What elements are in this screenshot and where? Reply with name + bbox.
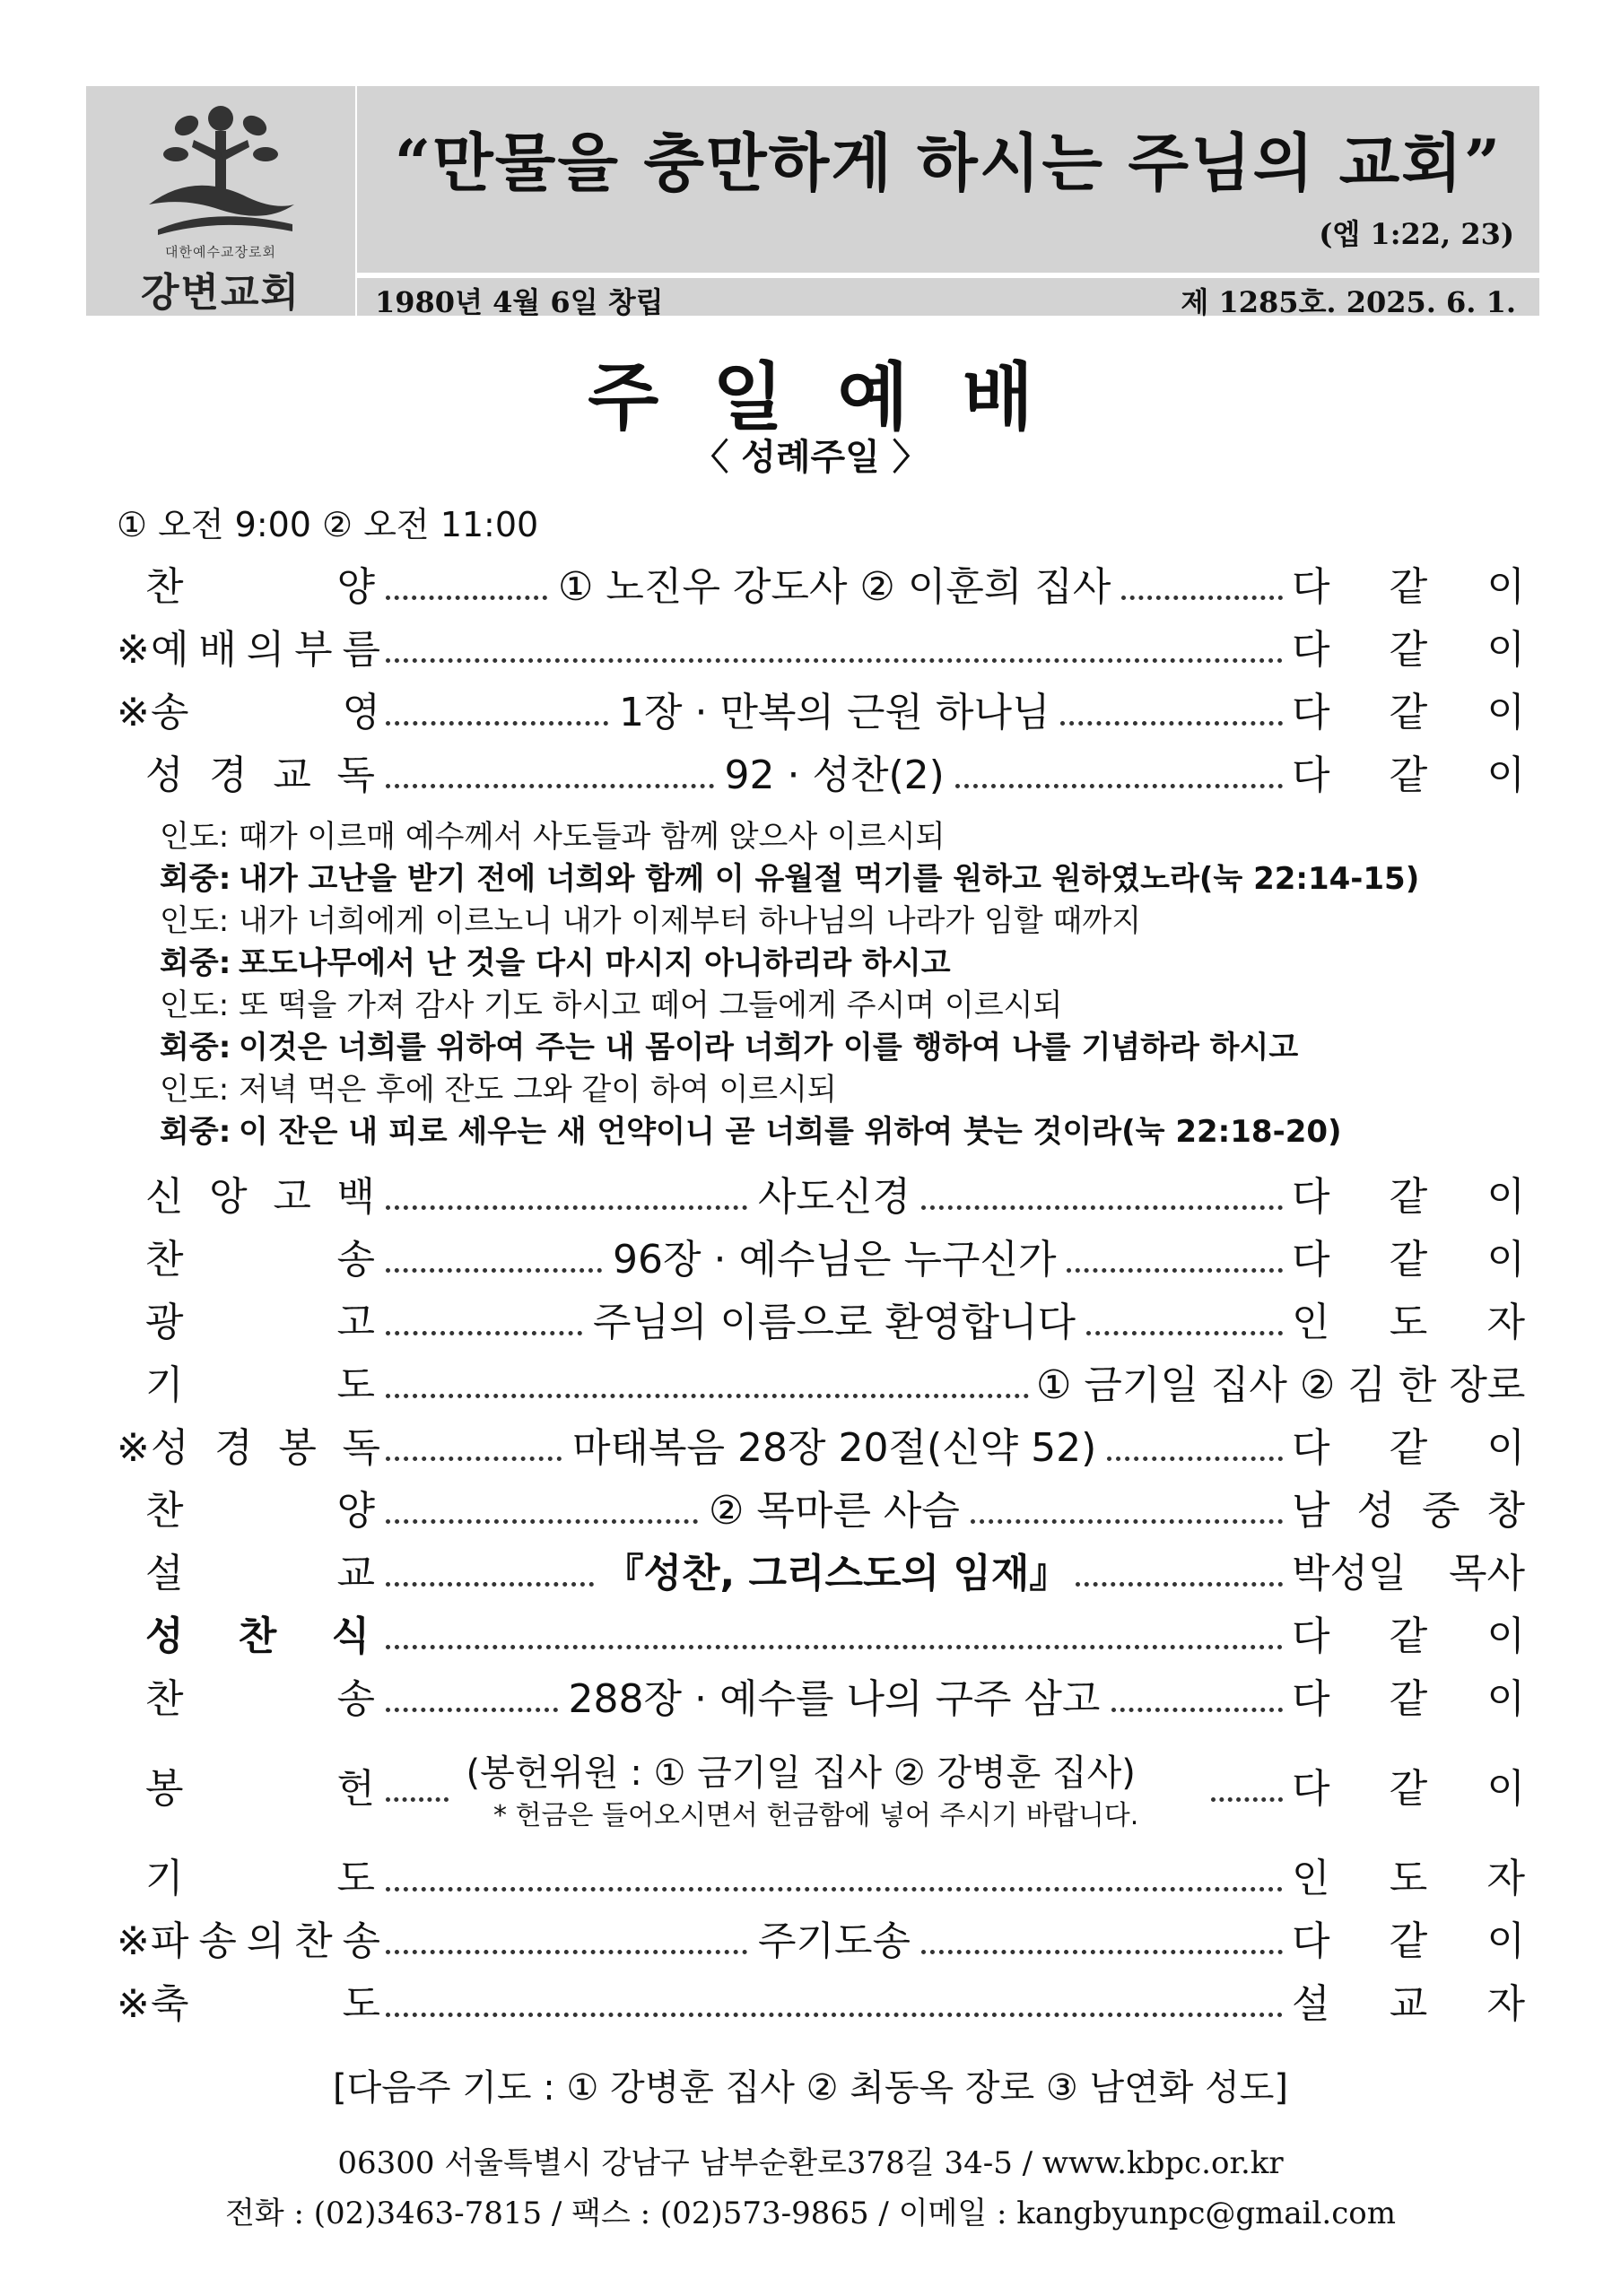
leader-dots	[386, 1848, 1283, 1910]
item-content: 1장 · 만복의 근원 하나님	[619, 690, 1050, 735]
responder-char: 다	[1292, 752, 1330, 798]
label-char: 도	[342, 1981, 380, 2027]
responder-char: 도	[1389, 1856, 1428, 1901]
reading-text: 포도나무에서 난 것을 다시 마시지 아니하리라 하시고	[239, 945, 951, 981]
label-char: 찬	[294, 1918, 333, 1964]
reading-line	[160, 858, 1559, 900]
responder-char: 남	[1292, 1488, 1330, 1534]
reading-speaker: 인도:	[160, 903, 230, 939]
service-item	[0, 1605, 1621, 1668]
responder-char: 같	[1389, 1174, 1428, 1220]
leader-dots	[386, 556, 547, 619]
reading-text: 또 떡을 가져 감사 기도 하시고 떼어 그들에게 주시며 이르시되	[239, 987, 1063, 1023]
item-content: 마태복음 28장 20절(신약 52)	[572, 1425, 1097, 1471]
reading-text: 저녁 먹은 후에 잔도 그와 같이 하여 이르시되	[239, 1072, 837, 1108]
service-item	[0, 1910, 1621, 1973]
offering-note: * 헌금은 들어오시면서 헌금함에 넣어 주시기 바랍니다.	[493, 1800, 1139, 1831]
label-char: 양	[336, 564, 375, 610]
responder-char: 박성일	[1292, 1551, 1407, 1596]
responder-char: 창	[1486, 1488, 1525, 1534]
motto-reference: (엡 1:22, 23)	[1319, 217, 1514, 251]
label-char: 봉	[145, 1766, 184, 1812]
reading-speaker: 회중:	[160, 1030, 231, 1065]
label-char: 앙	[209, 1174, 248, 1220]
service-item	[0, 1292, 1621, 1354]
item-content: 288장 · 예수를 나의 구주 삼고	[568, 1676, 1101, 1722]
responder-char: 같	[1389, 1613, 1428, 1659]
responder-char: 같	[1389, 627, 1428, 673]
label-char: 헌	[336, 1766, 375, 1812]
service-times: ① 오전 9:00 ② 오전 11:00	[117, 505, 539, 544]
responder-char: 목사	[1448, 1551, 1525, 1596]
label-char: 고	[336, 1300, 375, 1345]
service-item	[0, 1480, 1621, 1543]
reading-line	[160, 1069, 1559, 1111]
service-item	[0, 1848, 1621, 1910]
item-label	[151, 1910, 380, 1973]
responder	[1292, 1480, 1525, 1543]
label-char: 송	[342, 1918, 380, 1964]
responder-char: 자	[1486, 1300, 1525, 1345]
responder	[1292, 1910, 1525, 1973]
item-content: 주기도송	[758, 1918, 911, 1964]
label-char: 교	[336, 1551, 375, 1596]
responder-char: 성	[1356, 1488, 1395, 1534]
responder-char: 같	[1389, 690, 1428, 735]
founded-date: 1980년 4월 6일 창립	[375, 285, 664, 319]
note-mark: ※	[117, 1918, 150, 1964]
label-char: 예	[151, 627, 189, 673]
item-label	[145, 1848, 375, 1910]
reading-speaker: 인도:	[160, 987, 230, 1023]
reading-speaker: 인도:	[160, 1072, 230, 1108]
label-char: 찬	[145, 1237, 184, 1283]
responder-char: 이	[1486, 1766, 1525, 1812]
leader-dots	[1060, 682, 1283, 744]
label-char: 도	[336, 1856, 375, 1901]
item-label	[145, 1292, 375, 1354]
responder	[1292, 682, 1525, 744]
responder	[1292, 1848, 1525, 1910]
label-char: 송	[151, 690, 189, 735]
responder	[1292, 1292, 1525, 1354]
responder-char: 교	[1389, 1981, 1428, 2027]
reading-speaker: 인도:	[160, 819, 230, 855]
page-subtitle: 〈 성례주일 〉	[693, 437, 928, 478]
leader-dots	[921, 1166, 1283, 1229]
responder-char: 이	[1486, 1425, 1525, 1471]
item-label	[145, 1605, 370, 1668]
item-label	[151, 1417, 380, 1480]
service-item	[0, 619, 1621, 682]
responder-char: 다	[1292, 564, 1330, 610]
leader-dots	[1107, 1417, 1283, 1480]
leader-dots	[971, 1480, 1283, 1543]
responder	[1292, 744, 1525, 807]
reading-speaker: 회중:	[160, 1114, 231, 1150]
responder-char: 다	[1292, 1676, 1330, 1722]
reading-line	[160, 1111, 1559, 1153]
responder-char: 이	[1486, 627, 1525, 673]
label-char: 봉	[278, 1425, 317, 1471]
label-char: 독	[336, 752, 375, 798]
item-content: 주님의 이름으로 환영합니다	[593, 1300, 1076, 1345]
responder-char: 자	[1486, 1856, 1525, 1901]
label-char: 찬	[238, 1613, 277, 1659]
label-char: 경	[209, 752, 248, 798]
responder	[1292, 556, 1525, 619]
responder-char: 같	[1389, 564, 1428, 610]
service-item	[0, 744, 1621, 807]
next-week-prayer: [다음주 기도 : ① 강병훈 집사 ② 최동옥 장로 ③ 남연화 성도]	[333, 2067, 1288, 2109]
reading-line	[160, 985, 1559, 1027]
service-item	[0, 1752, 1621, 1831]
item-label	[151, 619, 380, 682]
label-char: 의	[246, 627, 285, 673]
responder: ① 금기일 집사 ② 김 한 장로	[1036, 1362, 1526, 1408]
responder-char: 같	[1389, 1237, 1428, 1283]
reading-line	[160, 816, 1559, 858]
reading-text: 이것은 너희를 위하여 주는 내 몸이라 너희가 이를 행하여 나를 기념하라 하시고	[239, 1030, 1299, 1065]
church-name: 강변교회	[140, 270, 301, 316]
service-item	[0, 1229, 1621, 1292]
responsive-reading	[160, 816, 1559, 1153]
label-char: 배	[198, 627, 237, 673]
responder-char: 인	[1292, 1300, 1330, 1345]
label-char: 경	[214, 1425, 253, 1471]
responder-char: 다	[1292, 1766, 1330, 1812]
reading-speaker: 회중:	[160, 945, 231, 981]
item-content: ① 노진우 강도사 ② 이훈희 집사	[558, 564, 1111, 610]
responder-char: 같	[1389, 1676, 1428, 1722]
leader-dots	[921, 1910, 1283, 1973]
leader-dots	[386, 744, 714, 807]
responder-char: 이	[1486, 564, 1525, 610]
service-item	[0, 1354, 1621, 1417]
note-mark: ※	[117, 1425, 150, 1471]
service-item	[0, 1668, 1621, 1731]
responder	[1292, 619, 1525, 682]
leader-dots	[386, 1668, 558, 1731]
item-label	[145, 1758, 375, 1821]
leader-dots	[386, 682, 608, 744]
responder	[1292, 1417, 1525, 1480]
responder-char: 자	[1486, 1981, 1525, 2027]
leader-dots	[386, 1758, 449, 1821]
item-content: 『성찬, 그리스도의 임재』	[604, 1551, 1069, 1596]
item-content: 96장 · 예수님은 누구신가	[613, 1237, 1057, 1283]
label-char: 영	[342, 690, 380, 735]
item-label	[145, 556, 375, 619]
church-motto: “만물을 충만하게 하시는 주님의 교회”	[394, 126, 1503, 200]
label-char: 름	[342, 627, 380, 673]
reading-text: 내가 너희에게 이르노니 내가 이제부터 하나님의 나라가 임할 때까지	[239, 903, 1142, 939]
leader-dots	[386, 1605, 1283, 1668]
reading-text: 이 잔은 내 피로 세우는 새 언약이니 곧 너희를 위하여 붓는 것이라(눅 22:18-20)	[239, 1114, 1342, 1150]
leader-dots	[386, 1543, 594, 1605]
item-content: (봉헌위원 : ① 금기일 집사 ② 강병훈 집사)	[466, 1752, 1136, 1794]
service-item	[0, 1417, 1621, 1480]
label-char: 축	[151, 1981, 189, 2027]
label-char: 독	[342, 1425, 380, 1471]
leader-dots	[1211, 1758, 1283, 1821]
item-label	[145, 1480, 375, 1543]
leader-dots	[386, 1480, 698, 1543]
note-mark: ※	[117, 690, 150, 735]
item-label	[145, 1166, 375, 1229]
label-char: 고	[273, 1174, 311, 1220]
label-char: 광	[145, 1300, 184, 1345]
responder-char: 이	[1486, 1676, 1525, 1722]
responder-char: 다	[1292, 1613, 1330, 1659]
label-char: 기	[145, 1362, 184, 1408]
service-item	[0, 1166, 1621, 1229]
label-char: 찬	[145, 564, 184, 610]
item-label	[145, 1229, 375, 1292]
leader-dots	[386, 1229, 602, 1292]
item-label	[151, 1973, 380, 2036]
bulletin-header	[86, 86, 1539, 319]
reading-line	[160, 943, 1559, 985]
label-char: 송	[198, 1918, 237, 1964]
responder-char: 다	[1292, 1237, 1330, 1283]
leader-dots	[1076, 1543, 1284, 1605]
service-item	[0, 1973, 1621, 2036]
responder-char: 같	[1389, 1425, 1428, 1471]
service-item	[0, 682, 1621, 744]
info-bar	[357, 278, 1539, 319]
responder-char: 도	[1389, 1300, 1428, 1345]
label-char: 성	[151, 1425, 189, 1471]
item-content: 92 · 성찬(2)	[724, 752, 945, 798]
leader-dots	[1067, 1229, 1283, 1292]
label-char: 의	[246, 1918, 285, 1964]
responder-char: 다	[1292, 627, 1330, 673]
responder-char: 인	[1292, 1856, 1330, 1901]
item-label	[151, 682, 380, 744]
responder	[1292, 1973, 1525, 2036]
label-char: 교	[273, 752, 311, 798]
responder	[1292, 1229, 1525, 1292]
responder-char: 이	[1486, 1613, 1525, 1659]
label-char: 식	[331, 1613, 370, 1659]
responder-char: 이	[1486, 1237, 1525, 1283]
leader-dots	[386, 619, 1283, 682]
church-address: 06300 서울특별시 강남구 남부순환로378길 34-5 / www.kbpc.or.kr	[337, 2145, 1284, 2181]
responder-char: 이	[1486, 690, 1525, 735]
item-label	[145, 1543, 375, 1605]
item-content: 사도신경	[758, 1174, 911, 1220]
responder	[1292, 1668, 1525, 1731]
reading-speaker: 회중:	[160, 861, 231, 897]
label-char: 찬	[145, 1488, 184, 1534]
leader-dots	[386, 1354, 1029, 1417]
service-item	[0, 1543, 1621, 1605]
leader-dots	[1111, 1668, 1284, 1731]
leader-dots	[386, 1973, 1283, 2036]
responder-char: 다	[1292, 1918, 1330, 1964]
responder-char: 이	[1486, 752, 1525, 798]
leader-dots	[386, 1292, 582, 1354]
responder-char: 이	[1486, 1174, 1525, 1220]
label-char: 송	[336, 1676, 375, 1722]
church-logo	[86, 86, 355, 316]
leader-dots	[386, 1166, 747, 1229]
item-label	[145, 1668, 375, 1731]
label-char: 송	[336, 1237, 375, 1283]
responder-char: 같	[1389, 1766, 1428, 1812]
leader-dots	[386, 1417, 562, 1480]
responder-char: 설	[1292, 1981, 1330, 2027]
reading-line	[160, 1027, 1559, 1069]
responder	[1292, 1605, 1525, 1668]
label-char: 기	[145, 1856, 184, 1901]
label-char: 찬	[145, 1676, 184, 1722]
responder-char: 중	[1421, 1488, 1460, 1534]
responder-char: 다	[1292, 1174, 1330, 1220]
reading-text: 내가 고난을 받기 전에 너희와 함께 이 유월절 먹기를 원하고 원하였노라(눅 22:14-15)	[239, 861, 1420, 897]
responder	[1292, 1758, 1525, 1821]
label-char: 부	[294, 627, 333, 673]
issue-number: 제 1285호. 2025. 6. 1.	[1181, 285, 1516, 319]
note-mark: ※	[117, 1981, 150, 2027]
responder-char: 같	[1389, 752, 1428, 798]
denomination-label: 대한예수교장로회	[165, 244, 276, 260]
label-char: 도	[336, 1362, 375, 1408]
note-mark: ※	[117, 627, 150, 673]
leader-dots	[1086, 1292, 1283, 1354]
responder-char: 이	[1486, 1918, 1525, 1964]
responder-char: 다	[1292, 1425, 1330, 1471]
reading-text: 때가 이르매 예수께서 사도들과 함께 앉으사 이르시되	[239, 819, 946, 855]
label-char: 성	[145, 752, 184, 798]
service-item	[0, 556, 1621, 619]
leader-dots	[386, 1910, 747, 1973]
responder-char: 같	[1389, 1918, 1428, 1964]
leader-dots	[955, 744, 1284, 807]
responder-char: 다	[1292, 690, 1330, 735]
responder	[1292, 1166, 1525, 1229]
church-contact: 전화 : (02)3463-7815 / 팩스 : (02)573-9865 / 이메일 : kangbyunpc@gmail.com	[225, 2196, 1396, 2231]
item-label	[145, 744, 375, 807]
tree-logo-icon	[140, 99, 301, 242]
label-char: 백	[336, 1174, 375, 1220]
label-char: 양	[336, 1488, 375, 1534]
motto-box	[357, 86, 1539, 273]
page-title: 주일예배	[588, 355, 1087, 440]
reading-line	[160, 900, 1559, 943]
label-char: 신	[145, 1174, 184, 1220]
leader-dots	[1121, 556, 1283, 619]
item-label	[145, 1354, 375, 1417]
label-char: 설	[145, 1551, 184, 1596]
label-char: 파	[151, 1918, 189, 1964]
item-content: ② 목마른 사슴	[709, 1488, 960, 1534]
label-char: 성	[145, 1613, 184, 1659]
responder	[1292, 1543, 1525, 1605]
